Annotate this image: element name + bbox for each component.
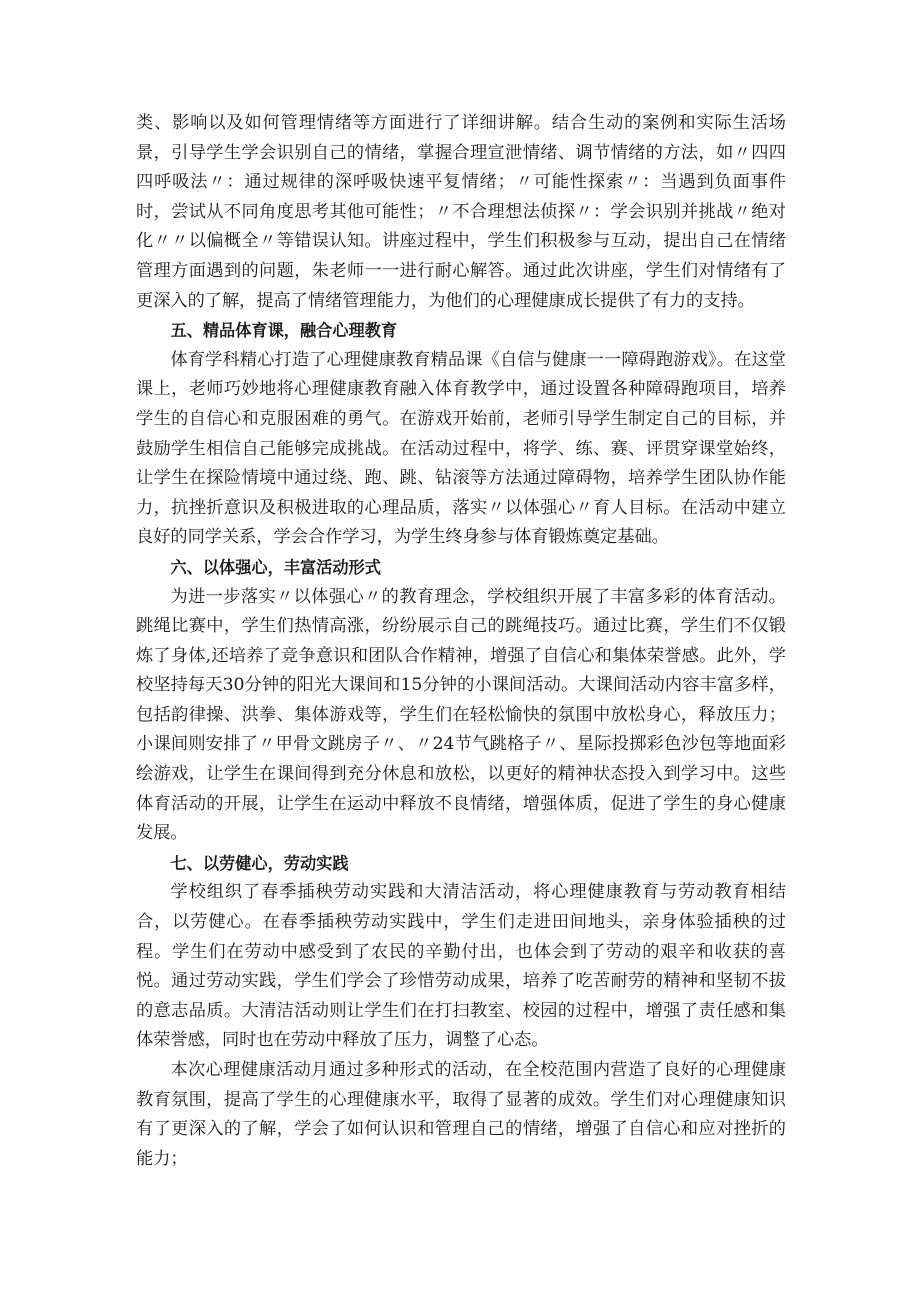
document-body [136, 109, 786, 1174]
section-heading-7: 七、以劳健心，劳动实践 [170, 853, 349, 873]
paragraph-section-6: 为进一步落实〃以体强心〃的教育理念，学校组织开展了丰富多彩的体育活动。跳绳比赛中，学生们热情高涨，纷纷展示自己的跳绳技巧。通过比赛，学生们不仅锻炼了身体,还培养了竞争意识和团队合作精神，增强了自信心和集体荣誉感。此外，学校坚持每天30分钟的阳光大课间和15分钟的小课间活动。大课间活动内容丰富多样，包括韵律操、洪拳、集体游戏等，学生们在轻松愉快的氛围中放松身心，释放压力；小课间则安排了〃甲骨文跳房子〃、〃24节气跳格子〃、星际投掷彩色沙包等地面彩绘游戏，让学生在课间得到充分休息和放松，以更好的精神状态投入到学习中。这些体育活动的开展，让学生在运动中释放不良情绪，增强体质，促进了学生的身心健康发展。 [136, 586, 786, 844]
paragraph-continued: 类、影响以及如何管理情绪等方面进行了详细讲解。结合生动的案例和实际生活场景，引导学生学会识别自己的情绪，掌握合理宣泄情绪、调节情绪的方法，如〃四四四呼吸法〃：通过规律的深呼吸快速平复情绪；〃可能性探索〃：当遇到负面事件时，尝试从不同角度思考其他可能性；〃不合理想法侦探〃：学会识别并挑战〃绝对化〃〃以偏概全〃等错误认知。讲座过程中，学生们积极参与互动，提出自己在情绪管理方面遇到的问题，朱老师一一进行耐心解答。通过此次讲座，学生们对情绪有了更深入的了解，提高了情绪管理能力，为他们的心理健康成长提供了有力的支持。 [136, 113, 786, 311]
section-heading-5: 五、精品体育课，融合心理教育 [170, 321, 398, 341]
paragraph-summary: 本次心理健康活动月通过多种形式的活动，在全校范围内营造了良好的心理健康教育氛围，提高了学生的心理健康水平，取得了显著的成效。学生们对心理健康知识有了更深入的了解，学会了如何认识和管理自己的情绪，增强了自信心和应对挫折的能力； [136, 1060, 786, 1169]
paragraph-section-5: 体育学科精心打造了心理健康教育精品课《自信与健康一一障碍跑游戏》。在这堂课上，老师巧妙地将心理健康教育融入体育教学中，通过设置各种障碍跑项目，培养学生的自信心和克服困难的勇气。在游戏开始前，老师引导学生制定自己的目标，并鼓励学生相信自己能够完成挑战。在活动过程中，将学、练、赛、评贯穿课堂始终，让学生在探险情境中通过绕、跑、跳、钻滚等方法通过障碍物，培养学生团队协作能力，抗挫折意识及积极进取的心理品质，落实〃以体强心〃育人目标。在活动中建立良好的同学关系，学会合作学习，为学生终身参与体育锻炼奠定基础。 [136, 349, 786, 548]
paragraph-section-7: 学校组织了春季插秧劳动实践和大清洁活动，将心理健康教育与劳动教育相结合，以劳健心。在春季插秧劳动实践中，学生们走进田间地头，亲身体验插秧的过程。学生们在劳动中感受到了农民的辛勤付出，也体会到了劳动的艰辛和收获的喜悦。通过劳动实践，学生们学会了珍惜劳动成果，培养了吃苦耐劳的精神和坚韧不拔的意志品质。大清洁活动则让学生们在打扫教室、校园的过程中，增强了责任感和集体荣誉感，同时也在劳动中释放了压力，调整了心态。 [136, 882, 786, 1051]
section-heading-6: 六、以体强心，丰富活动形式 [170, 557, 381, 577]
